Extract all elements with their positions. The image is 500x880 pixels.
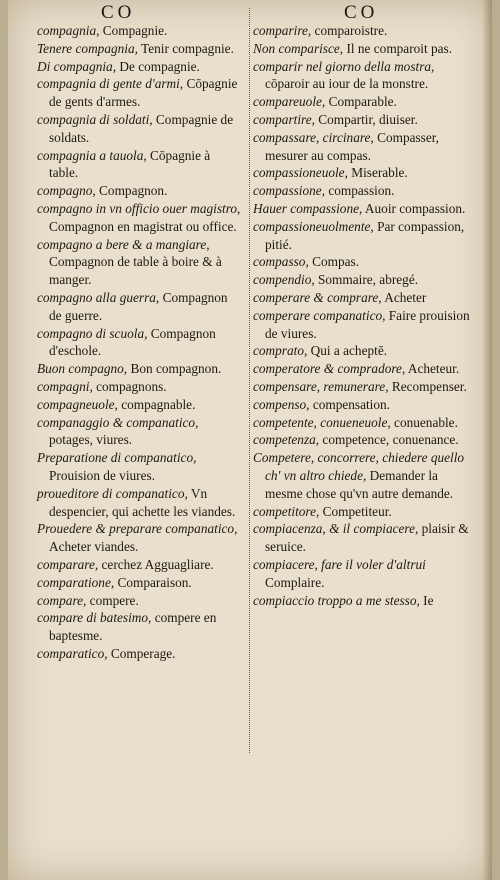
french-definition: Il ne comparoit pas. xyxy=(343,40,453,56)
french-definition: plaisir & seruice. xyxy=(265,521,469,555)
dictionary-entry xyxy=(253,111,473,129)
dictionary-entry xyxy=(253,520,473,556)
dictionary-entry xyxy=(37,485,241,521)
italian-term: comparare, xyxy=(37,556,99,572)
dictionary-entry xyxy=(37,414,241,450)
dictionary-entry xyxy=(37,75,241,111)
italian-term: compagno in vn officio ouer magistro, xyxy=(37,200,241,216)
italian-term: proueditore di companatico, xyxy=(37,485,188,501)
dictionary-entry xyxy=(253,200,473,218)
column-divider xyxy=(249,8,250,753)
dictionary-entry xyxy=(37,111,241,147)
french-definition: conuenable. xyxy=(390,414,458,430)
dictionary-entry xyxy=(37,289,241,325)
italian-term: Non comparisce, xyxy=(253,40,344,56)
dictionary-entry xyxy=(253,271,473,289)
dictionary-entry xyxy=(253,342,473,360)
italian-term: compare di batesimo, xyxy=(37,610,152,626)
french-definition: Compagnie de soldats. xyxy=(49,111,234,145)
french-definition: Miserable. xyxy=(347,165,408,181)
french-definition: Tenir compagnie. xyxy=(137,40,234,56)
italian-term: compare, xyxy=(37,592,87,608)
italian-term: comparatione, xyxy=(37,574,115,590)
italian-term: compassare, circinare, xyxy=(253,129,374,145)
dictionary-entry xyxy=(253,378,473,396)
french-definition: comparoistre. xyxy=(311,23,388,38)
left-column xyxy=(37,22,241,663)
italian-term: comparir nel giorno della mostra, xyxy=(253,58,435,74)
italian-term: compartire, xyxy=(253,111,315,127)
french-definition: Compasser, mesurer au compas. xyxy=(265,129,439,163)
dictionary-entry xyxy=(37,449,241,485)
italian-term: Buon compagno, xyxy=(37,361,128,377)
dictionary-entry xyxy=(37,556,241,574)
french-definition: Acheter viandes. xyxy=(49,539,139,555)
italian-term: competenza, xyxy=(253,432,320,448)
italian-term: compagno alla guerra, xyxy=(37,289,160,305)
dictionary-entry xyxy=(37,645,241,663)
italian-term: competitore, xyxy=(253,503,320,519)
dictionary-entry xyxy=(37,396,241,414)
italian-term: comperare & comprare, xyxy=(253,289,382,305)
french-definition: Compagnie. xyxy=(99,23,168,38)
italian-term: compagnia di soldati, xyxy=(37,111,153,127)
french-definition: Compagnon de table à boire & à manger. xyxy=(49,254,222,288)
french-definition: Comparable. xyxy=(325,94,397,110)
dictionary-entry xyxy=(37,236,241,289)
french-definition: Compagnon. xyxy=(95,183,168,199)
dictionary-entry xyxy=(37,58,241,76)
dictionary-entry xyxy=(37,592,241,610)
dictionary-entry xyxy=(37,22,241,40)
french-definition: Prouision de viures. xyxy=(49,467,155,483)
italian-term: compagni, xyxy=(37,378,93,394)
dictionary-entry xyxy=(253,218,473,254)
italian-term: Competere, concorrere, chiedere quello ch' vn altro chiede, xyxy=(253,450,465,483)
right-column xyxy=(253,22,473,609)
italian-term: competente, conueneuole, xyxy=(253,414,391,430)
italian-term: comparire, xyxy=(253,23,312,38)
italian-term: companaggio & companatico, xyxy=(37,414,199,430)
french-definition: compere. xyxy=(86,592,139,608)
dictionary-entry xyxy=(253,40,473,58)
dictionary-entry xyxy=(253,414,473,432)
dictionary-entry xyxy=(253,93,473,111)
french-definition: cerchez Agguagliare. xyxy=(98,556,214,572)
italian-term: compassioneuole, xyxy=(253,165,348,181)
italian-term: compagnia di gente d'armi, xyxy=(37,76,184,92)
left-column-header: CO xyxy=(101,2,136,23)
dictionary-entry xyxy=(37,378,241,396)
french-definition: compassion. xyxy=(325,183,395,199)
french-definition: Recompenser. xyxy=(388,378,467,394)
dictionary-entry xyxy=(37,182,241,200)
french-definition: Auoir compassion. xyxy=(362,200,466,216)
italian-term: compagno a bere & a mangiare, xyxy=(37,236,210,252)
french-definition: Qui a acheptē. xyxy=(307,343,388,359)
dictionary-entry xyxy=(37,574,241,592)
french-definition: Par compassion, pitié. xyxy=(265,218,465,252)
french-definition: Competiteur. xyxy=(319,503,392,519)
italian-term: compensare, remunerare, xyxy=(253,378,389,394)
french-definition: compagnons. xyxy=(92,378,167,394)
italian-term: compendio, xyxy=(253,272,315,288)
italian-term: comperatore & compradore, xyxy=(253,361,406,377)
book-page xyxy=(8,0,492,880)
italian-term: Hauer compassione, xyxy=(253,200,363,216)
italian-term: compiaccio troppo a me stesso, xyxy=(253,592,420,608)
dictionary-entry xyxy=(253,431,473,449)
dictionary-entry xyxy=(253,592,473,610)
french-definition: Comparaison. xyxy=(114,574,192,590)
french-definition: Complaire. xyxy=(265,574,325,590)
italian-term: compareuole, xyxy=(253,94,326,110)
french-definition: Compagnon d'eschole. xyxy=(49,325,216,359)
dictionary-entry xyxy=(253,449,473,502)
italian-term: compasso, xyxy=(253,254,309,270)
dictionary-entry xyxy=(37,609,241,645)
french-definition: Compas. xyxy=(308,254,360,270)
french-definition: Comperage. xyxy=(107,645,176,661)
italian-term: compassioneuolmente, xyxy=(253,218,374,234)
dictionary-entry xyxy=(253,164,473,182)
italian-term: Prouedere & preparare companatico, xyxy=(37,521,238,537)
french-definition: Compartir, diuiser. xyxy=(314,111,418,127)
dictionary-entry xyxy=(253,58,473,94)
french-definition: De compagnie. xyxy=(116,58,200,74)
italian-term: comperare companatico, xyxy=(253,307,386,323)
dictionary-entry xyxy=(37,40,241,58)
dictionary-entry xyxy=(253,22,473,40)
italian-term: compenso, xyxy=(253,396,310,412)
italian-term: Di compagnia, xyxy=(37,58,117,74)
dictionary-entry xyxy=(37,360,241,378)
french-definition: Sommaire, abregé. xyxy=(314,272,419,288)
italian-term: comparatico, xyxy=(37,645,108,661)
italian-term: compagno, xyxy=(37,183,96,199)
french-definition: Demander la mesme chose qu'vn autre demande. xyxy=(265,467,454,501)
dictionary-entry xyxy=(253,182,473,200)
french-definition: potages, viures. xyxy=(49,432,133,448)
dictionary-entry xyxy=(37,200,241,236)
italian-term: compagno di scuola, xyxy=(37,325,148,341)
right-column-header: CO xyxy=(344,2,379,23)
dictionary-entry xyxy=(37,520,241,556)
italian-term: compiacere, fare il voler d'altrui xyxy=(253,556,426,572)
french-definition: Cōpagnie à table. xyxy=(49,147,211,181)
dictionary-entry xyxy=(253,307,473,343)
italian-term: Tenere compagnia, xyxy=(37,40,138,56)
french-definition: Ie xyxy=(419,592,434,608)
dictionary-entry xyxy=(253,396,473,414)
dictionary-entry xyxy=(37,325,241,361)
dictionary-entry xyxy=(253,253,473,271)
french-definition: Faire prouision de viures. xyxy=(265,307,470,341)
italian-term: Preparatione di companatico, xyxy=(37,450,197,466)
italian-term: compiacenza, & il compiacere, xyxy=(253,521,419,537)
french-definition: compere en baptesme. xyxy=(49,610,217,644)
french-definition: competence, conuenance. xyxy=(319,432,459,448)
italian-term: compagneuole, xyxy=(37,396,118,412)
dictionary-entry xyxy=(253,289,473,307)
dictionary-entry xyxy=(253,503,473,521)
dictionary-entry xyxy=(253,556,473,592)
italian-term: comprato, xyxy=(253,343,308,359)
french-definition: Compagnon de guerre. xyxy=(49,289,228,323)
french-definition: Compagnon en magistrat ou office. xyxy=(49,218,237,234)
french-definition: cōparoir au iour de la monstre. xyxy=(265,76,429,92)
dictionary-entry xyxy=(37,147,241,183)
french-definition: Acheteur. xyxy=(405,361,460,377)
italian-term: compagnia a tauola, xyxy=(37,147,147,163)
french-definition: Bon compagnon. xyxy=(127,361,222,377)
dictionary-entry xyxy=(253,360,473,378)
french-definition: Vn despencier, qui achette les viandes. xyxy=(49,485,236,519)
french-definition: Acheter xyxy=(381,289,427,305)
italian-term: compagnia, xyxy=(37,23,100,38)
french-definition: Cōpagnie de gents d'armes. xyxy=(49,76,238,110)
french-definition: compensation. xyxy=(309,396,391,412)
italian-term: compassione, xyxy=(253,183,326,199)
dictionary-entry xyxy=(253,129,473,165)
french-definition: compagnable. xyxy=(117,396,196,412)
